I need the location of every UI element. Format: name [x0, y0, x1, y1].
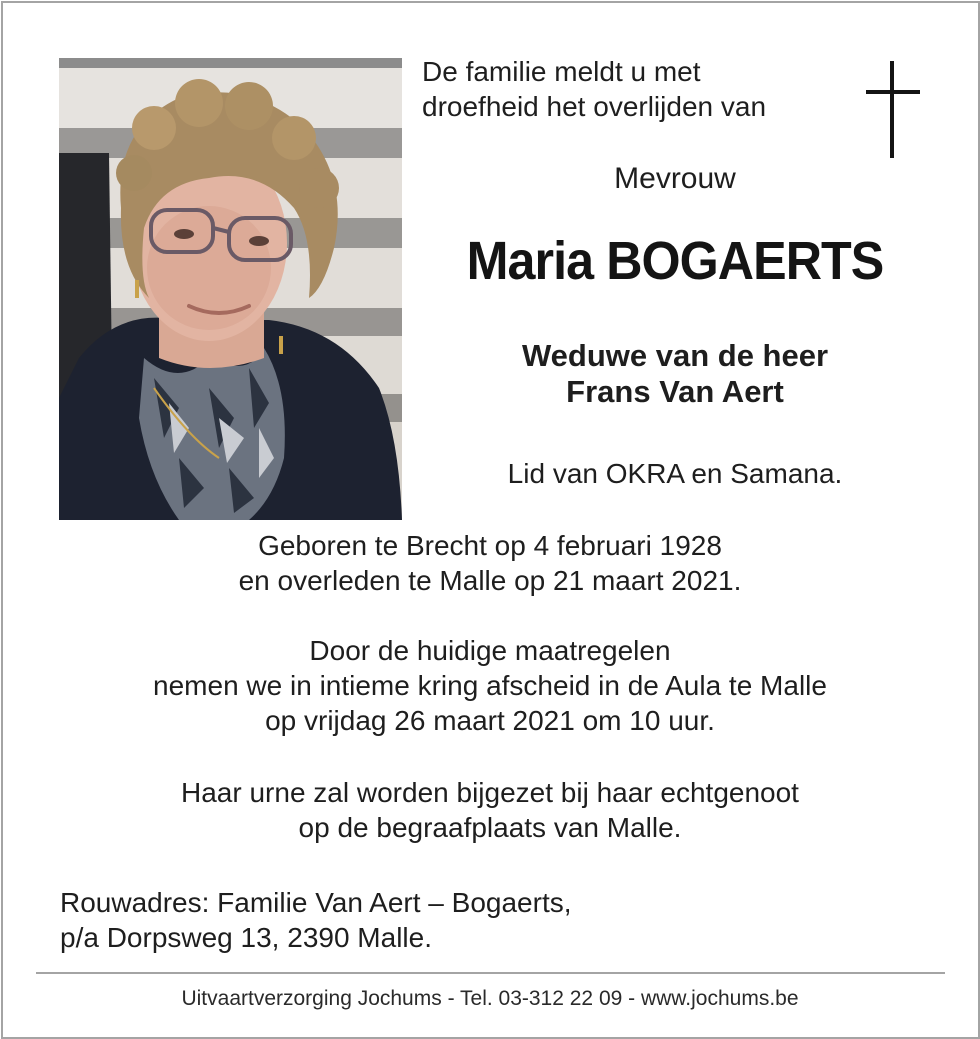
- membership-text: Lid van OKRA en Samana.: [507, 458, 843, 489]
- address-line-2: p/a Dorpsweg 13, 2390 Malle.: [60, 922, 432, 953]
- footer-divider: [36, 972, 945, 974]
- ceremony-line-1: Door de huidige maatregelen: [309, 635, 671, 666]
- mourning-address: [60, 885, 572, 955]
- spouse-block: [420, 338, 930, 410]
- ceremony-line-2: nemen we in intieme kring afscheid in de Aula te Malle: [153, 670, 827, 701]
- urn-line-1: Haar urne zal worden bijgezet bij haar echtgenoot: [181, 777, 799, 808]
- intro-line-1: De familie meldt u met: [422, 56, 701, 87]
- address-line-1: Rouwadres: Familie Van Aert – Bogaerts,: [60, 887, 572, 918]
- funeral-home-footer: Uitvaartverzorging Jochums - Tel. 03-312 22 09 - www.jochums.be: [181, 987, 799, 1010]
- intro-line-2: droefheid het overlijden van: [422, 91, 767, 122]
- ceremony-block: [0, 633, 980, 738]
- ceremony-line-3: op vrijdag 26 maart 2021 om 10 uur.: [265, 705, 715, 736]
- birth-line: Geboren te Brecht op 4 februari 1928: [258, 530, 722, 561]
- urn-block: [0, 775, 980, 845]
- deceased-name: Maria BOGAERTS: [466, 231, 884, 291]
- birth-death-block: [0, 528, 980, 598]
- spouse-line-2: Frans Van Aert: [566, 374, 784, 409]
- announcement-intro: [422, 54, 766, 124]
- death-line: en overleden te Malle op 21 maart 2021.: [238, 565, 742, 596]
- honorific-title: Mevrouw: [614, 162, 736, 195]
- portrait-photo: [59, 58, 402, 520]
- spouse-line-1: Weduwe van de heer: [521, 338, 829, 373]
- cross-icon: [864, 61, 922, 159]
- urn-line-2: op de begraafplaats van Malle.: [298, 812, 682, 843]
